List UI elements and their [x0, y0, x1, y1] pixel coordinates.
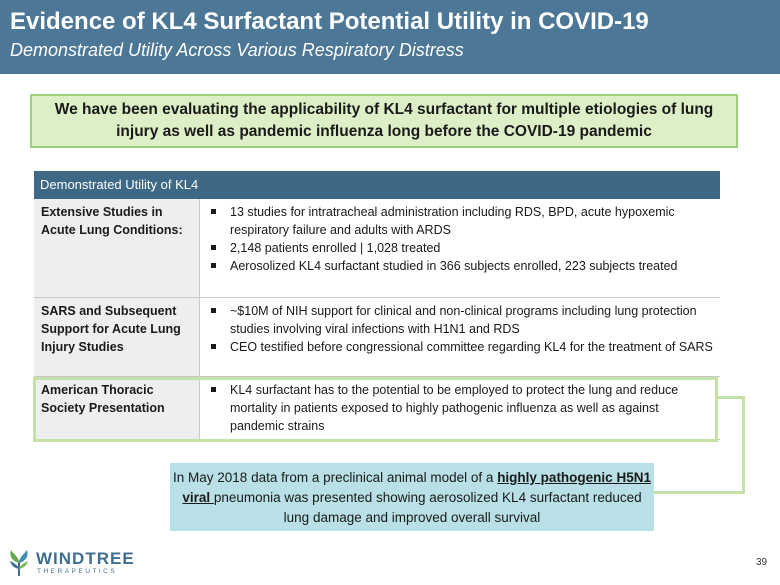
bullet-item: Aerosolized KL4 surfactant studied in 366 subjects enrolled, 223 subjects treated [208, 257, 714, 275]
slide-title: Evidence of KL4 Surfactant Potential Utility in COVID-19 [10, 8, 649, 35]
slide-header [0, 0, 780, 74]
key-message-callout: We have been evaluating the applicability of KL4 surfactant for multiple etiologies of lung injury as well as pandemic influenza long before the COVID-19 pandemic [30, 94, 738, 148]
bullet-item: ~$10M of NIH support for clinical and non-clinical programs including lung protection studies involving viral infections with H1N1 and RDS [208, 302, 714, 338]
bullet-item: CEO testified before congressional committee regarding KL4 for the treatment of SARS [208, 338, 714, 356]
bullet-item: 2,148 patients enrolled | 1,028 treated [208, 239, 714, 257]
tree-logo-icon [6, 547, 32, 577]
connector-line [742, 396, 745, 494]
row-label: SARS and Subsequent Support for Acute Lung Injury Studies [34, 298, 199, 376]
connector-line [718, 396, 745, 399]
note-text: pneumonia was presented showing aerosolized KL4 surfactant reduced lung damage and improved overall survival [213, 490, 642, 525]
row-content [199, 199, 720, 297]
table-heading: Demonstrated Utility of KL4 [34, 171, 720, 199]
preclinical-note [170, 463, 654, 531]
note-highlight: highly pathogenic H5N1 viral [182, 470, 651, 505]
table-row [34, 298, 720, 377]
row-content [199, 298, 720, 376]
table-row [34, 377, 720, 440]
utility-table [34, 171, 720, 440]
windtree-logo [6, 547, 146, 579]
connector-line [654, 491, 745, 494]
logo-wordmark: WINDTREE [36, 549, 135, 568]
slide-subtitle: Demonstrated Utility Across Various Respiratory Distress [10, 40, 464, 60]
page-number: 39 [756, 557, 768, 568]
bullet-item: 13 studies for intratracheal administration including RDS, BPD, acute hypoxemic respiratory failure and adults with ARDS [208, 203, 714, 239]
row-content [199, 377, 720, 439]
row-label: Extensive Studies in Acute Lung Conditions: [34, 199, 199, 297]
table-row [34, 199, 720, 298]
note-text: In May 2018 data from a preclinical animal model of a [173, 470, 498, 485]
bullet-item: KL4 surfactant has to the potential to be employed to protect the lung and reduce mortality in patients exposed to highly pathogenic influenza as well as against pandemic strains [208, 381, 714, 435]
row-label: American Thoracic Society Presentation [34, 377, 199, 439]
logo-tagline: THERAPEUTICS [37, 568, 118, 575]
